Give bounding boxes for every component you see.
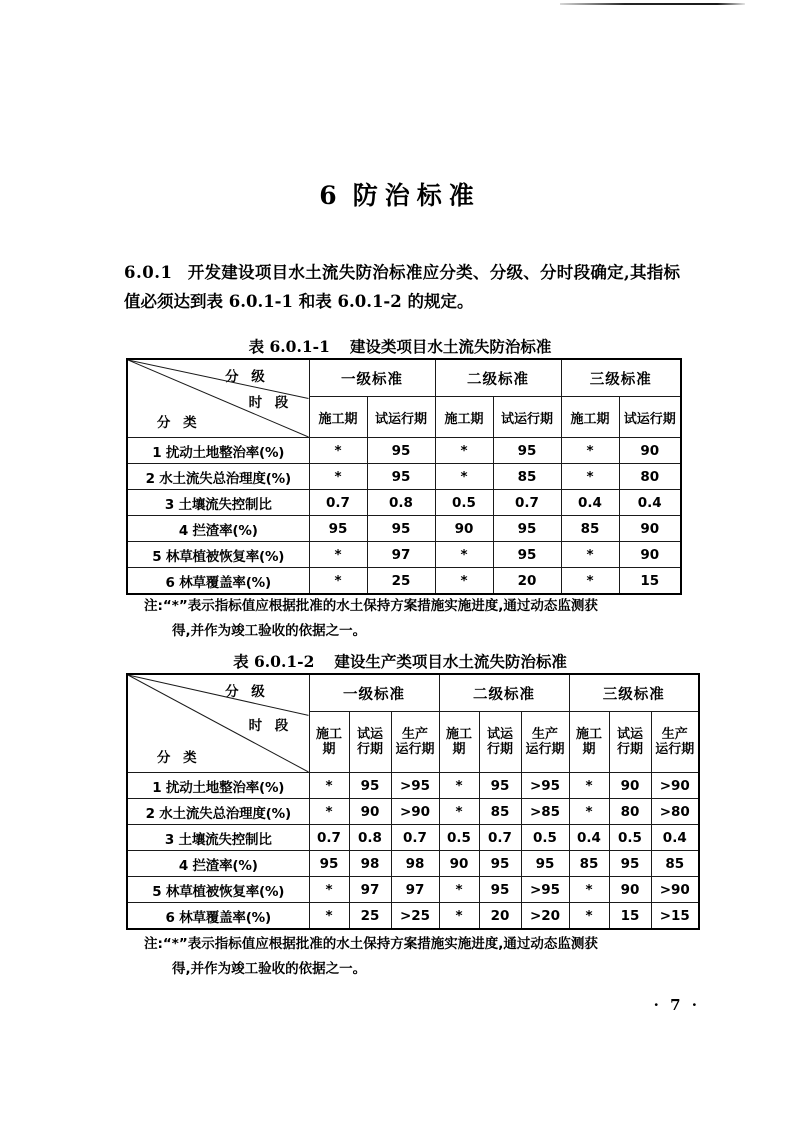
- table1-cell-0-2: *: [435, 438, 493, 464]
- table2-note-line2: 得,并作为竣工验收的依据之一。: [172, 961, 367, 977]
- table2-subheader-0-line1: 施工: [315, 727, 342, 742]
- table2-cell-1-4: 85: [479, 799, 521, 825]
- table2-cell-1-7: 80: [609, 799, 651, 825]
- table2-corner-period: 时 段: [248, 717, 293, 734]
- table1-cell-5-0: *: [309, 568, 367, 595]
- table1-subheader-0: 施工期: [309, 397, 367, 438]
- table2-cell-4-5: >95: [521, 877, 569, 903]
- table-6-0-1-2: [126, 673, 700, 930]
- table2-cell-0-7: 90: [609, 773, 651, 799]
- table1-cell-0-4: *: [561, 438, 619, 464]
- table2-cell-3-8: 85: [651, 851, 699, 877]
- table2-corner-category: 分 类: [156, 750, 201, 766]
- table2-row-1-label: 2 水土流失总治理度(%): [127, 799, 309, 825]
- table2-subheader-4-line1: 试运: [486, 727, 513, 742]
- table2-row-2-label: 3 土壤流失控制比: [127, 825, 309, 851]
- chapter-number: 6: [319, 181, 337, 210]
- table2-subheader-7-line1: 试运: [616, 727, 643, 742]
- table2-subheader-6-line2: 期: [582, 742, 596, 757]
- table1-corner-cell: [127, 359, 309, 438]
- table1-cell-0-5: 90: [619, 438, 681, 464]
- table2-cell-5-5: >20: [521, 903, 569, 930]
- table1-cell-3-3: 95: [493, 516, 561, 542]
- table1-cell-4-2: *: [435, 542, 493, 568]
- table2-cell-4-4: 95: [479, 877, 521, 903]
- table2-caption-title: 建设生产类项目水土流失防治标准: [334, 652, 567, 671]
- table1-cell-4-5: 90: [619, 542, 681, 568]
- table2-subheader-0: [309, 712, 349, 773]
- table2-cell-0-6: *: [569, 773, 609, 799]
- table1-row-1-label: 2 水土流失总治理度(%): [127, 464, 309, 490]
- table2-cell-3-6: 85: [569, 851, 609, 877]
- table2-cell-2-7: 0.5: [609, 825, 651, 851]
- table2-cell-0-4: 95: [479, 773, 521, 799]
- table2-cell-2-3: 0.5: [439, 825, 479, 851]
- clause-paragraph: [124, 258, 680, 316]
- table1-subheader-1: 试运行期: [367, 397, 435, 438]
- table1-cell-1-3: 85: [493, 464, 561, 490]
- table2-cell-1-2: >90: [391, 799, 439, 825]
- table2-subheader-3-line1: 施工: [445, 727, 472, 742]
- table2-cell-0-2: >95: [391, 773, 439, 799]
- table2-cell-5-4: 20: [479, 903, 521, 930]
- chapter-title-text: 防治标准: [352, 181, 481, 210]
- table-row: [127, 516, 681, 542]
- table2-subheader-0-line2: 期: [322, 742, 336, 757]
- table1-cell-0-0: *: [309, 438, 367, 464]
- table1-cell-0-1: 95: [367, 438, 435, 464]
- table1-cell-2-1: 0.8: [367, 490, 435, 516]
- table2-cell-1-6: *: [569, 799, 609, 825]
- table-row: [127, 877, 699, 903]
- table1-caption: [0, 335, 800, 357]
- table1-cell-3-4: 85: [561, 516, 619, 542]
- table-row: [127, 851, 699, 877]
- table1-group-0: 一级标准: [309, 359, 435, 397]
- table2-subheader-3: [439, 712, 479, 773]
- table1-note-line2: 得,并作为竣工验收的依据之一。: [172, 623, 367, 639]
- table2-cell-4-2: 97: [391, 877, 439, 903]
- table-row: [127, 438, 681, 464]
- table1-cell-1-5: 80: [619, 464, 681, 490]
- table-row: [127, 542, 681, 568]
- table2-subheader-7-line2: 行期: [616, 742, 643, 757]
- table2-note: [144, 932, 689, 982]
- table2-cell-4-8: >90: [651, 877, 699, 903]
- table2-cell-1-0: *: [309, 799, 349, 825]
- table2-cell-2-4: 0.7: [479, 825, 521, 851]
- table1-cell-3-2: 90: [435, 516, 493, 542]
- table2-subheader-5: [521, 712, 569, 773]
- table1-cell-1-4: *: [561, 464, 619, 490]
- table2-subheader-8: [651, 712, 699, 773]
- table2-cell-5-8: >15: [651, 903, 699, 930]
- table1-cell-2-2: 0.5: [435, 490, 493, 516]
- table2-cell-3-1: 98: [349, 851, 391, 877]
- table1-cell-0-3: 95: [493, 438, 561, 464]
- table2-subheader-4: [479, 712, 521, 773]
- table2-subheader-5-line1: 生产: [531, 727, 558, 742]
- table1-cell-1-1: 95: [367, 464, 435, 490]
- table-6-0-1-1: [126, 358, 682, 595]
- table1-subheader-4: 施工期: [561, 397, 619, 438]
- table2-cell-1-1: 90: [349, 799, 391, 825]
- table1-cell-3-5: 90: [619, 516, 681, 542]
- table1-header-row-1: [127, 359, 681, 397]
- table2-header-row-1: [127, 674, 699, 712]
- table1-cell-2-0: 0.7: [309, 490, 367, 516]
- table1-cell-4-1: 97: [367, 542, 435, 568]
- table2-cell-2-8: 0.4: [651, 825, 699, 851]
- table1-cell-1-0: *: [309, 464, 367, 490]
- page-number: · 7 ·: [653, 996, 700, 1014]
- table2-note-line1: 注:“*”表示指标值应根据批准的水土保持方案措施实施进度,通过动态监测获: [144, 936, 598, 952]
- table1-subheader-5: 试运行期: [619, 397, 681, 438]
- table1-cell-5-2: *: [435, 568, 493, 595]
- table2-subheader-2: [391, 712, 439, 773]
- table1-row-2-label: 3 土壤流失控制比: [127, 490, 309, 516]
- table1-corner-grade: 分 级: [225, 369, 269, 385]
- table2-subheader-1-line2: 行期: [356, 742, 383, 757]
- table2-subheader-1: [349, 712, 391, 773]
- table1-subheader-3: 试运行期: [493, 397, 561, 438]
- table2-cell-5-2: >25: [391, 903, 439, 930]
- table1-cell-3-1: 95: [367, 516, 435, 542]
- table1-cell-5-5: 15: [619, 568, 681, 595]
- table2-cell-3-5: 95: [521, 851, 569, 877]
- table2-cell-3-7: 95: [609, 851, 651, 877]
- table2-subheader-7: [609, 712, 651, 773]
- table2-row-4-label: 5 林草植被恢复率(%): [127, 877, 309, 903]
- table2-cell-4-6: *: [569, 877, 609, 903]
- table2-cell-1-3: *: [439, 799, 479, 825]
- table2-cell-2-2: 0.7: [391, 825, 439, 851]
- table1-row-4-label: 5 林草植被恢复率(%): [127, 542, 309, 568]
- table1-cell-3-0: 95: [309, 516, 367, 542]
- table2-subheader-6-line1: 施工: [575, 727, 602, 742]
- table2-group-1: 二级标准: [439, 674, 569, 712]
- table2-subheader-3-line2: 期: [452, 742, 466, 757]
- table1-cell-2-5: 0.4: [619, 490, 681, 516]
- table2-subheader-2-line2: 运行期: [395, 742, 435, 757]
- table-row: [127, 464, 681, 490]
- table2-cell-3-0: 95: [309, 851, 349, 877]
- table1-caption-title: 建设类项目水土流失防治标准: [349, 337, 552, 356]
- table1-row-3-label: 4 拦渣率(%): [127, 516, 309, 542]
- clause-number: 6.0.1: [124, 263, 173, 282]
- table-row: [127, 825, 699, 851]
- table2-subheader-8-line2: 运行期: [655, 742, 695, 757]
- table2-row-5-label: 6 林草覆盖率(%): [127, 903, 309, 930]
- table2-group-2: 三级标准: [569, 674, 699, 712]
- table2-cell-5-1: 25: [349, 903, 391, 930]
- table2-cell-2-0: 0.7: [309, 825, 349, 851]
- table2-subheader-6: [569, 712, 609, 773]
- table2-cell-5-6: *: [569, 903, 609, 930]
- table2-cell-2-6: 0.4: [569, 825, 609, 851]
- clause-text: 开发建设项目水土流失防治标准应分类、分级、分时段确定,其指标值必须达到表 6.0.1-1 和表 6.0.1-2 的规定。: [124, 263, 680, 311]
- table2-cell-4-0: *: [309, 877, 349, 903]
- table1-row-5-label: 6 林草覆盖率(%): [127, 568, 309, 595]
- table2-cell-5-0: *: [309, 903, 349, 930]
- table2-subheader-5-line2: 运行期: [525, 742, 565, 757]
- table2-cell-0-0: *: [309, 773, 349, 799]
- table2-cell-0-5: >95: [521, 773, 569, 799]
- table1-row-0-label: 1 扰动土地整治率(%): [127, 438, 309, 464]
- table2-cell-0-8: >90: [651, 773, 699, 799]
- table1-group-2: 三级标准: [561, 359, 681, 397]
- table1-cell-5-1: 25: [367, 568, 435, 595]
- table2-caption-label: 表 6.0.1-2: [233, 652, 315, 671]
- table1-note: [144, 594, 689, 644]
- table1-cell-4-3: 95: [493, 542, 561, 568]
- table1-group-1: 二级标准: [435, 359, 561, 397]
- table2-cell-4-1: 97: [349, 877, 391, 903]
- table1-cell-2-3: 0.7: [493, 490, 561, 516]
- table-row: [127, 773, 699, 799]
- table2-cell-0-1: 95: [349, 773, 391, 799]
- table-row: [127, 799, 699, 825]
- table2-subheader-4-line2: 行期: [486, 742, 513, 757]
- table-row: [127, 903, 699, 930]
- table1-caption-label: 表 6.0.1-1: [248, 337, 330, 356]
- table2-subheader-2-line1: 生产: [401, 727, 428, 742]
- table2-row-3-label: 4 拦渣率(%): [127, 851, 309, 877]
- table2-cell-3-4: 95: [479, 851, 521, 877]
- table1-cell-1-2: *: [435, 464, 493, 490]
- table1-cell-5-3: 20: [493, 568, 561, 595]
- table1-cell-5-4: *: [561, 568, 619, 595]
- table1-cell-4-4: *: [561, 542, 619, 568]
- table2-corner-cell: [127, 674, 309, 773]
- table2-row-0-label: 1 扰动土地整治率(%): [127, 773, 309, 799]
- table2-cell-3-3: 90: [439, 851, 479, 877]
- table2-cell-4-3: *: [439, 877, 479, 903]
- table1-corner-period: 时 段: [248, 394, 293, 411]
- table2-corner-grade: 分 级: [225, 684, 269, 700]
- table2-cell-3-2: 98: [391, 851, 439, 877]
- table2-cell-5-7: 15: [609, 903, 651, 930]
- table1-corner-category: 分 类: [156, 415, 201, 431]
- table1-cell-2-4: 0.4: [561, 490, 619, 516]
- table2-cell-0-3: *: [439, 773, 479, 799]
- table1-note-line1: 注:“*”表示指标值应根据批准的水土保持方案措施实施进度,通过动态监测获: [144, 598, 598, 614]
- table2-cell-1-8: >80: [651, 799, 699, 825]
- table-row: [127, 568, 681, 595]
- table2-caption: [0, 650, 800, 672]
- table2-cell-2-1: 0.8: [349, 825, 391, 851]
- table1-cell-4-0: *: [309, 542, 367, 568]
- scan-artifact: [560, 3, 745, 5]
- table2-subheader-1-line1: 试运: [356, 727, 383, 742]
- table2-subheader-8-line1: 生产: [661, 727, 688, 742]
- table-row: [127, 490, 681, 516]
- table2-cell-2-5: 0.5: [521, 825, 569, 851]
- table2-cell-1-5: >85: [521, 799, 569, 825]
- table2-group-0: 一级标准: [309, 674, 439, 712]
- table1-subheader-2: 施工期: [435, 397, 493, 438]
- table2-cell-4-7: 90: [609, 877, 651, 903]
- chapter-heading: [0, 176, 800, 212]
- table2-cell-5-3: *: [439, 903, 479, 930]
